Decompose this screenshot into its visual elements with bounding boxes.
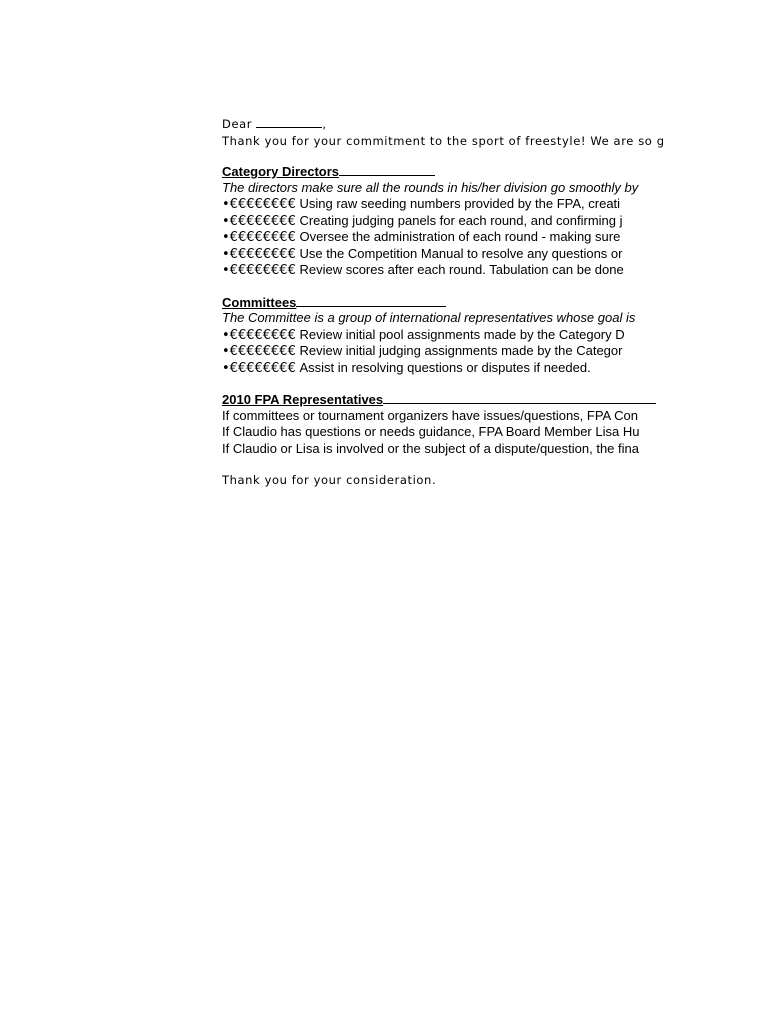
category-directors-heading (222, 163, 677, 180)
bullet-marker: •€€€€€€€€ (222, 360, 296, 376)
list-item (222, 360, 677, 377)
category-directors-list (222, 196, 677, 279)
category-directors-heading-text: Category Directors (222, 164, 340, 179)
list-item-text: Creating judging panels for each round, and confirming j (299, 212, 623, 228)
list-item-text: Oversee the administration of each round - making sure (299, 229, 621, 244)
heading-underline (339, 163, 435, 176)
committees-heading-text: Committees (222, 294, 297, 310)
letter-body (222, 116, 677, 489)
bullet-marker: •€€€€€€€€ (222, 263, 296, 278)
representatives-line: If Claudio or Lisa is involved or the subject of a dispute/question, the fina (222, 440, 639, 456)
bullet-marker: •€€€€€€€€ (222, 230, 296, 245)
list-item-text: Using raw seeding numbers provided by the FPA, creati (299, 196, 621, 211)
list-item-text: Review initial pool assignments made by the Category D (299, 326, 625, 342)
closing-line: Thank you for your consideration. (222, 473, 437, 487)
greeting-text: Dear (222, 117, 253, 131)
list-item (222, 262, 677, 279)
bullet-marker: •€€€€€€€€ (222, 197, 296, 212)
representatives-line: If committees or tournament organizers have issues/questions, FPA Con (222, 407, 638, 423)
representatives-heading (222, 391, 677, 408)
list-item (222, 343, 677, 360)
committees-list (222, 327, 677, 377)
list-item (222, 213, 677, 230)
representatives-heading-text: 2010 FPA Representatives (222, 392, 384, 407)
category-directors-description: The directors make sure all the rounds in his/her division go smoothly by (222, 179, 639, 195)
recipient-blank (256, 117, 322, 128)
committees-heading (222, 294, 677, 311)
list-item-text: Review initial judging assignments made by the Categor (299, 343, 623, 358)
heading-underline (383, 391, 656, 404)
list-item (222, 327, 677, 344)
greeting-punctuation: , (322, 117, 327, 131)
committees-description: The Committee is a group of international representatives whose goal is (222, 310, 636, 325)
list-item-text: Assist in resolving questions or disputes if needed. (299, 359, 591, 375)
greeting-line (222, 116, 677, 133)
bullet-marker: •€€€€€€€€ (222, 344, 296, 359)
heading-underline (296, 294, 446, 307)
list-item (222, 229, 677, 246)
list-item-text: Use the Competition Manual to resolve any questions or (299, 245, 623, 261)
list-item-text: Review scores after each round. Tabulation can be done (299, 262, 624, 277)
intro-line: Thank you for your commitment to the sport of freestyle! We are so g (222, 133, 665, 148)
bullet-marker: •€€€€€€€€ (222, 213, 296, 229)
representatives-line: If Claudio has questions or needs guidance, FPA Board Member Lisa Hu (222, 424, 640, 439)
bullet-marker: •€€€€€€€€ (222, 246, 296, 262)
list-item (222, 246, 677, 263)
list-item (222, 196, 677, 213)
bullet-marker: •€€€€€€€€ (222, 327, 296, 343)
